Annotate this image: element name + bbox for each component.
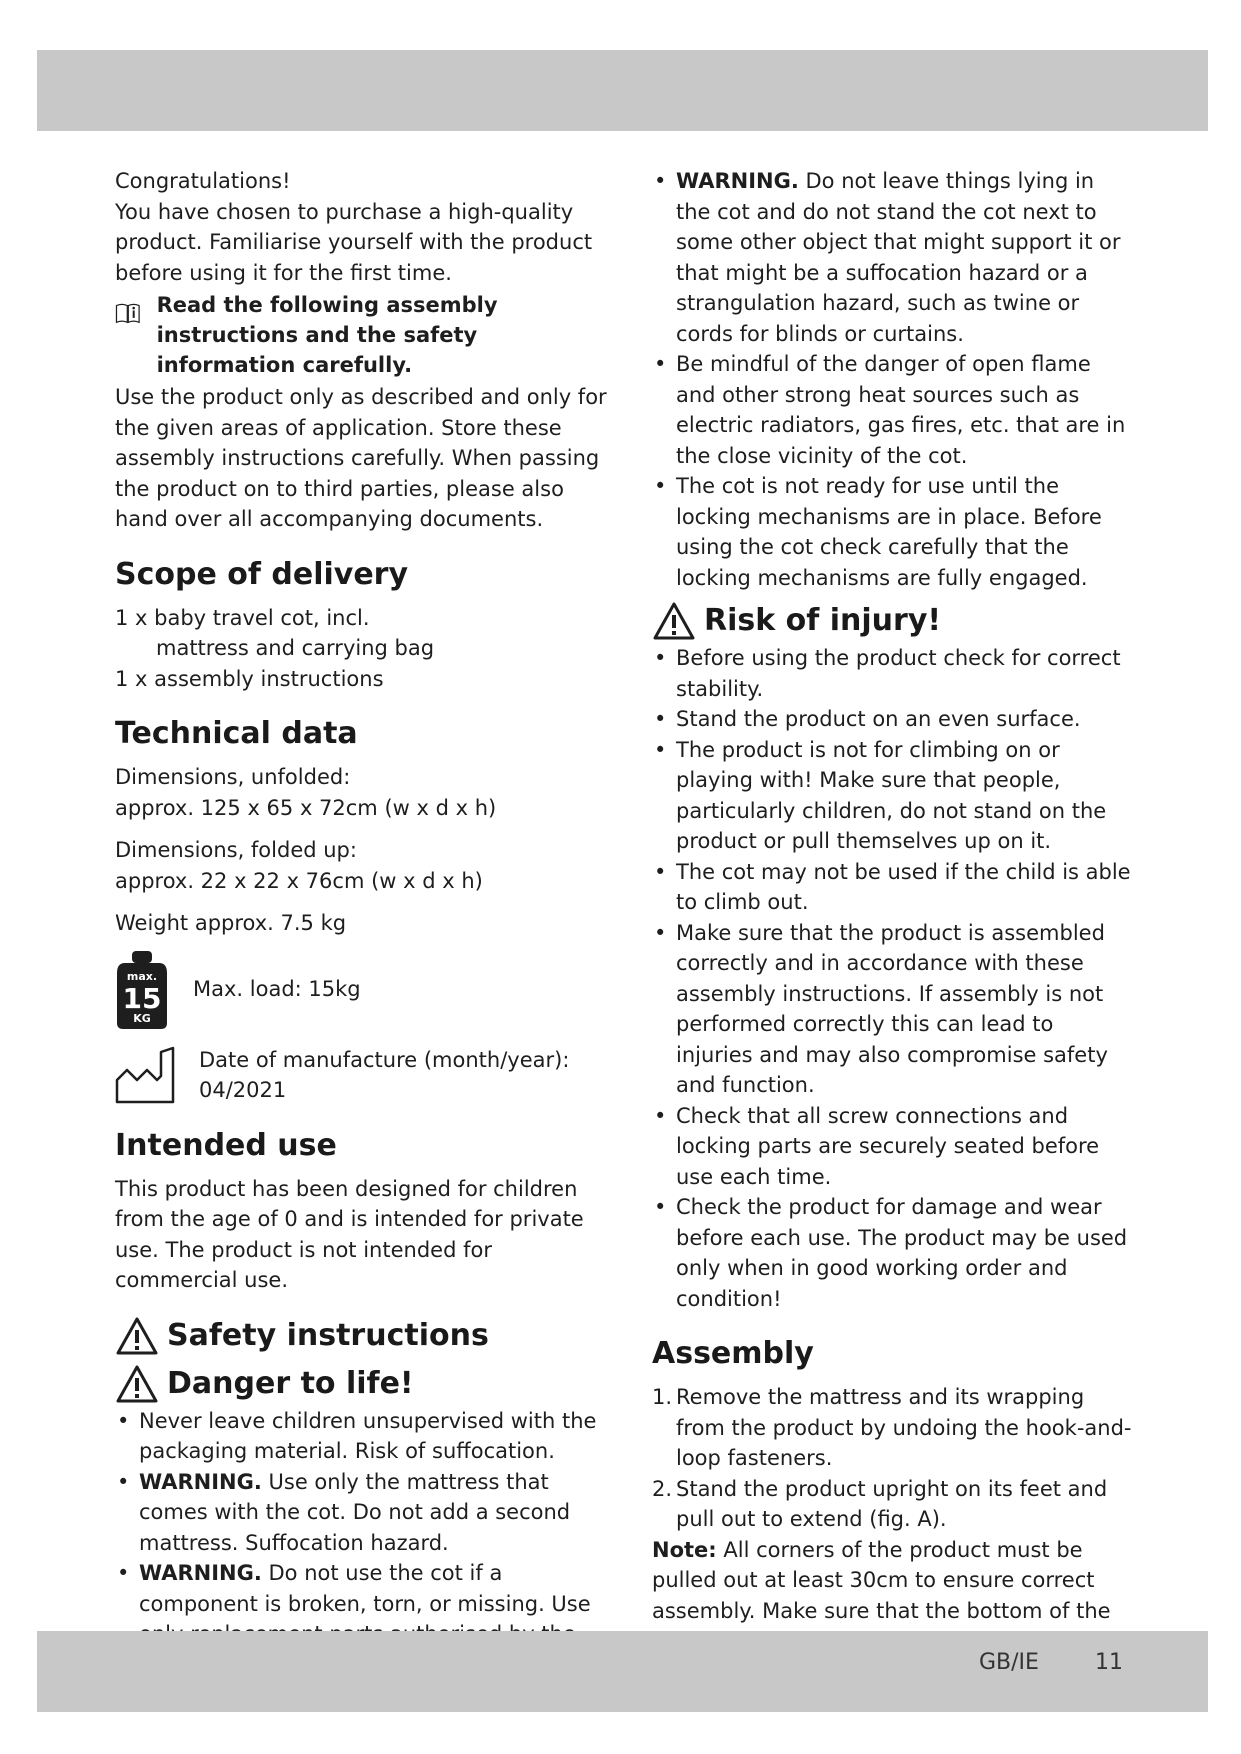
injury-list: [652, 643, 1132, 1314]
injury-heading: [652, 601, 1132, 641]
weight-icon-max: max.: [126, 969, 158, 983]
list-item: • The cot may not be used if the child is able to climb out.: [652, 857, 1132, 918]
right-column: [652, 166, 1132, 1657]
list-item: • Stand the product on an even surface.: [652, 704, 1132, 735]
assembly-heading: Assembly: [652, 1336, 814, 1371]
weight-text: Weight approx. 7.5 kg: [115, 911, 347, 935]
assembly-note: Note: All corners of the product must be pulled out at least 30cm to ensure correct assembly. Make sure that the bottom of the: [652, 1537, 1111, 1623]
warning-triangle-icon: [652, 601, 696, 641]
assembly-step: 2. Stand the product upright on its feet and pull out to extend (fig. A).: [652, 1476, 1108, 1531]
assembly-step: 1. Remove the mattress and its wrapping from the product by undoing the hook-and-loop fasteners.: [652, 1385, 1132, 1470]
warning-triangle-icon: [115, 1364, 159, 1404]
header-band: [37, 50, 1208, 131]
list-item: • Check the product for damage and wear before each use. The product may be used only when in good working order and condition!: [652, 1192, 1132, 1314]
danger-list-cont: [652, 166, 1132, 593]
read-manual-icon: [115, 290, 141, 336]
unfolded-value: approx. 125 x 65 x 72cm (w x d x h): [115, 795, 497, 820]
list-item: • WARNING. Do not use the cot if a component is broken, torn, or missing. Use: [115, 1558, 615, 1680]
page-number: 11: [1095, 1650, 1123, 1675]
list-item: • Make sure that the product is assembled correctly and in accordance with these assembly instructions. If assembly is not performed correctly this can lead to injuries and may also compromise safety and function.: [652, 918, 1132, 1101]
max-load-text: Max. load: 15kg: [193, 977, 361, 1002]
usage-text: Use the product only as described and only for the given areas of application. Store these assembly instructions carefully. When passing the product on to third parties, please also hand over all accompanying documents.: [115, 385, 607, 531]
folded-value: approx. 22 x 22 x 76cm (w x d x h): [115, 868, 483, 893]
manufacture-date-icon: [115, 1046, 175, 1104]
weight-icon-unit: KG: [133, 1011, 151, 1025]
list-item: • Before using the product check for correct stability.: [652, 643, 1132, 704]
danger-heading: [115, 1364, 615, 1404]
manufacture-label: Date of manufacture (month/year):: [199, 1047, 570, 1072]
safety-heading-text: Safety instructions: [167, 1317, 489, 1353]
scope-item-1-cont: mattress and carrying bag: [156, 636, 435, 660]
weight-icon: [115, 949, 169, 1031]
scope-item-1: 1 x baby travel cot, incl.: [115, 605, 370, 630]
manufacture-row: [115, 1045, 615, 1106]
manufacture-value: 04/2021: [199, 1078, 287, 1102]
weight-icon-num: 15: [122, 981, 162, 1015]
scope-item-2: 1 x assembly instructions: [115, 666, 384, 691]
left-column: [115, 166, 615, 1680]
max-load-row: [115, 949, 615, 1031]
warning-triangle-icon: [115, 1316, 159, 1356]
list-item: • WARNING. Do not leave things lying in the cot and do not stand the cot next to some other object that might support it or that might be a suffocation hazard or a strangulation hazard, such as twine or cords for blinds or curtains.: [652, 166, 1132, 349]
greeting: Congratulations!: [115, 169, 291, 193]
list-item: • Check that all screw connections and locking parts are securely seated before use each time.: [652, 1101, 1132, 1193]
intended-text: This product has been designed for children from the age of 0 and is intended for private use. The product is not intended for commercial use.: [115, 1176, 584, 1292]
footer-language: GB/IE: [979, 1650, 1039, 1675]
folded-label: Dimensions, folded up:: [115, 838, 357, 862]
danger-heading-text: Danger to life!: [167, 1365, 414, 1401]
injury-heading-text: Risk of injury!: [704, 603, 942, 638]
unfolded-label: Dimensions, unfolded:: [115, 765, 351, 789]
scope-heading: Scope of delivery: [115, 556, 409, 592]
read-notice: [115, 290, 615, 380]
intended-heading: Intended use: [115, 1127, 337, 1163]
list-item: • WARNING. Use only the mattress that comes with the cot. Do not add a second mattress. Suffocation hazard.: [115, 1467, 615, 1559]
list-item: • The cot is not ready for use until the locking mechanisms are in place. Before using the cot check carefully that the locking mechanisms are fully engaged.: [652, 471, 1132, 593]
read-notice-text: Read the following assembly instructions and the safety information carefully.: [156, 293, 498, 377]
safety-heading: [115, 1316, 615, 1356]
list-item: • Be mindful of the danger of open flame and other strong heat sources such as electric radiators, gas fires, etc. that are in the close vicinity of the cot.: [652, 349, 1132, 471]
list-item: • The product is not for climbing on or playing with! Make sure that people, particularly children, do not stand on the product or pull themselves up on it.: [652, 735, 1132, 857]
tech-heading: Technical data: [115, 716, 358, 751]
assembly-steps: [652, 1382, 1132, 1535]
intro-text: You have chosen to purchase a high-quality product. Familiarise yourself with the product before using it for the first time.: [115, 199, 593, 285]
list-item: • Never leave children unsupervised with the packaging material. Risk of suffocation.: [115, 1406, 615, 1467]
